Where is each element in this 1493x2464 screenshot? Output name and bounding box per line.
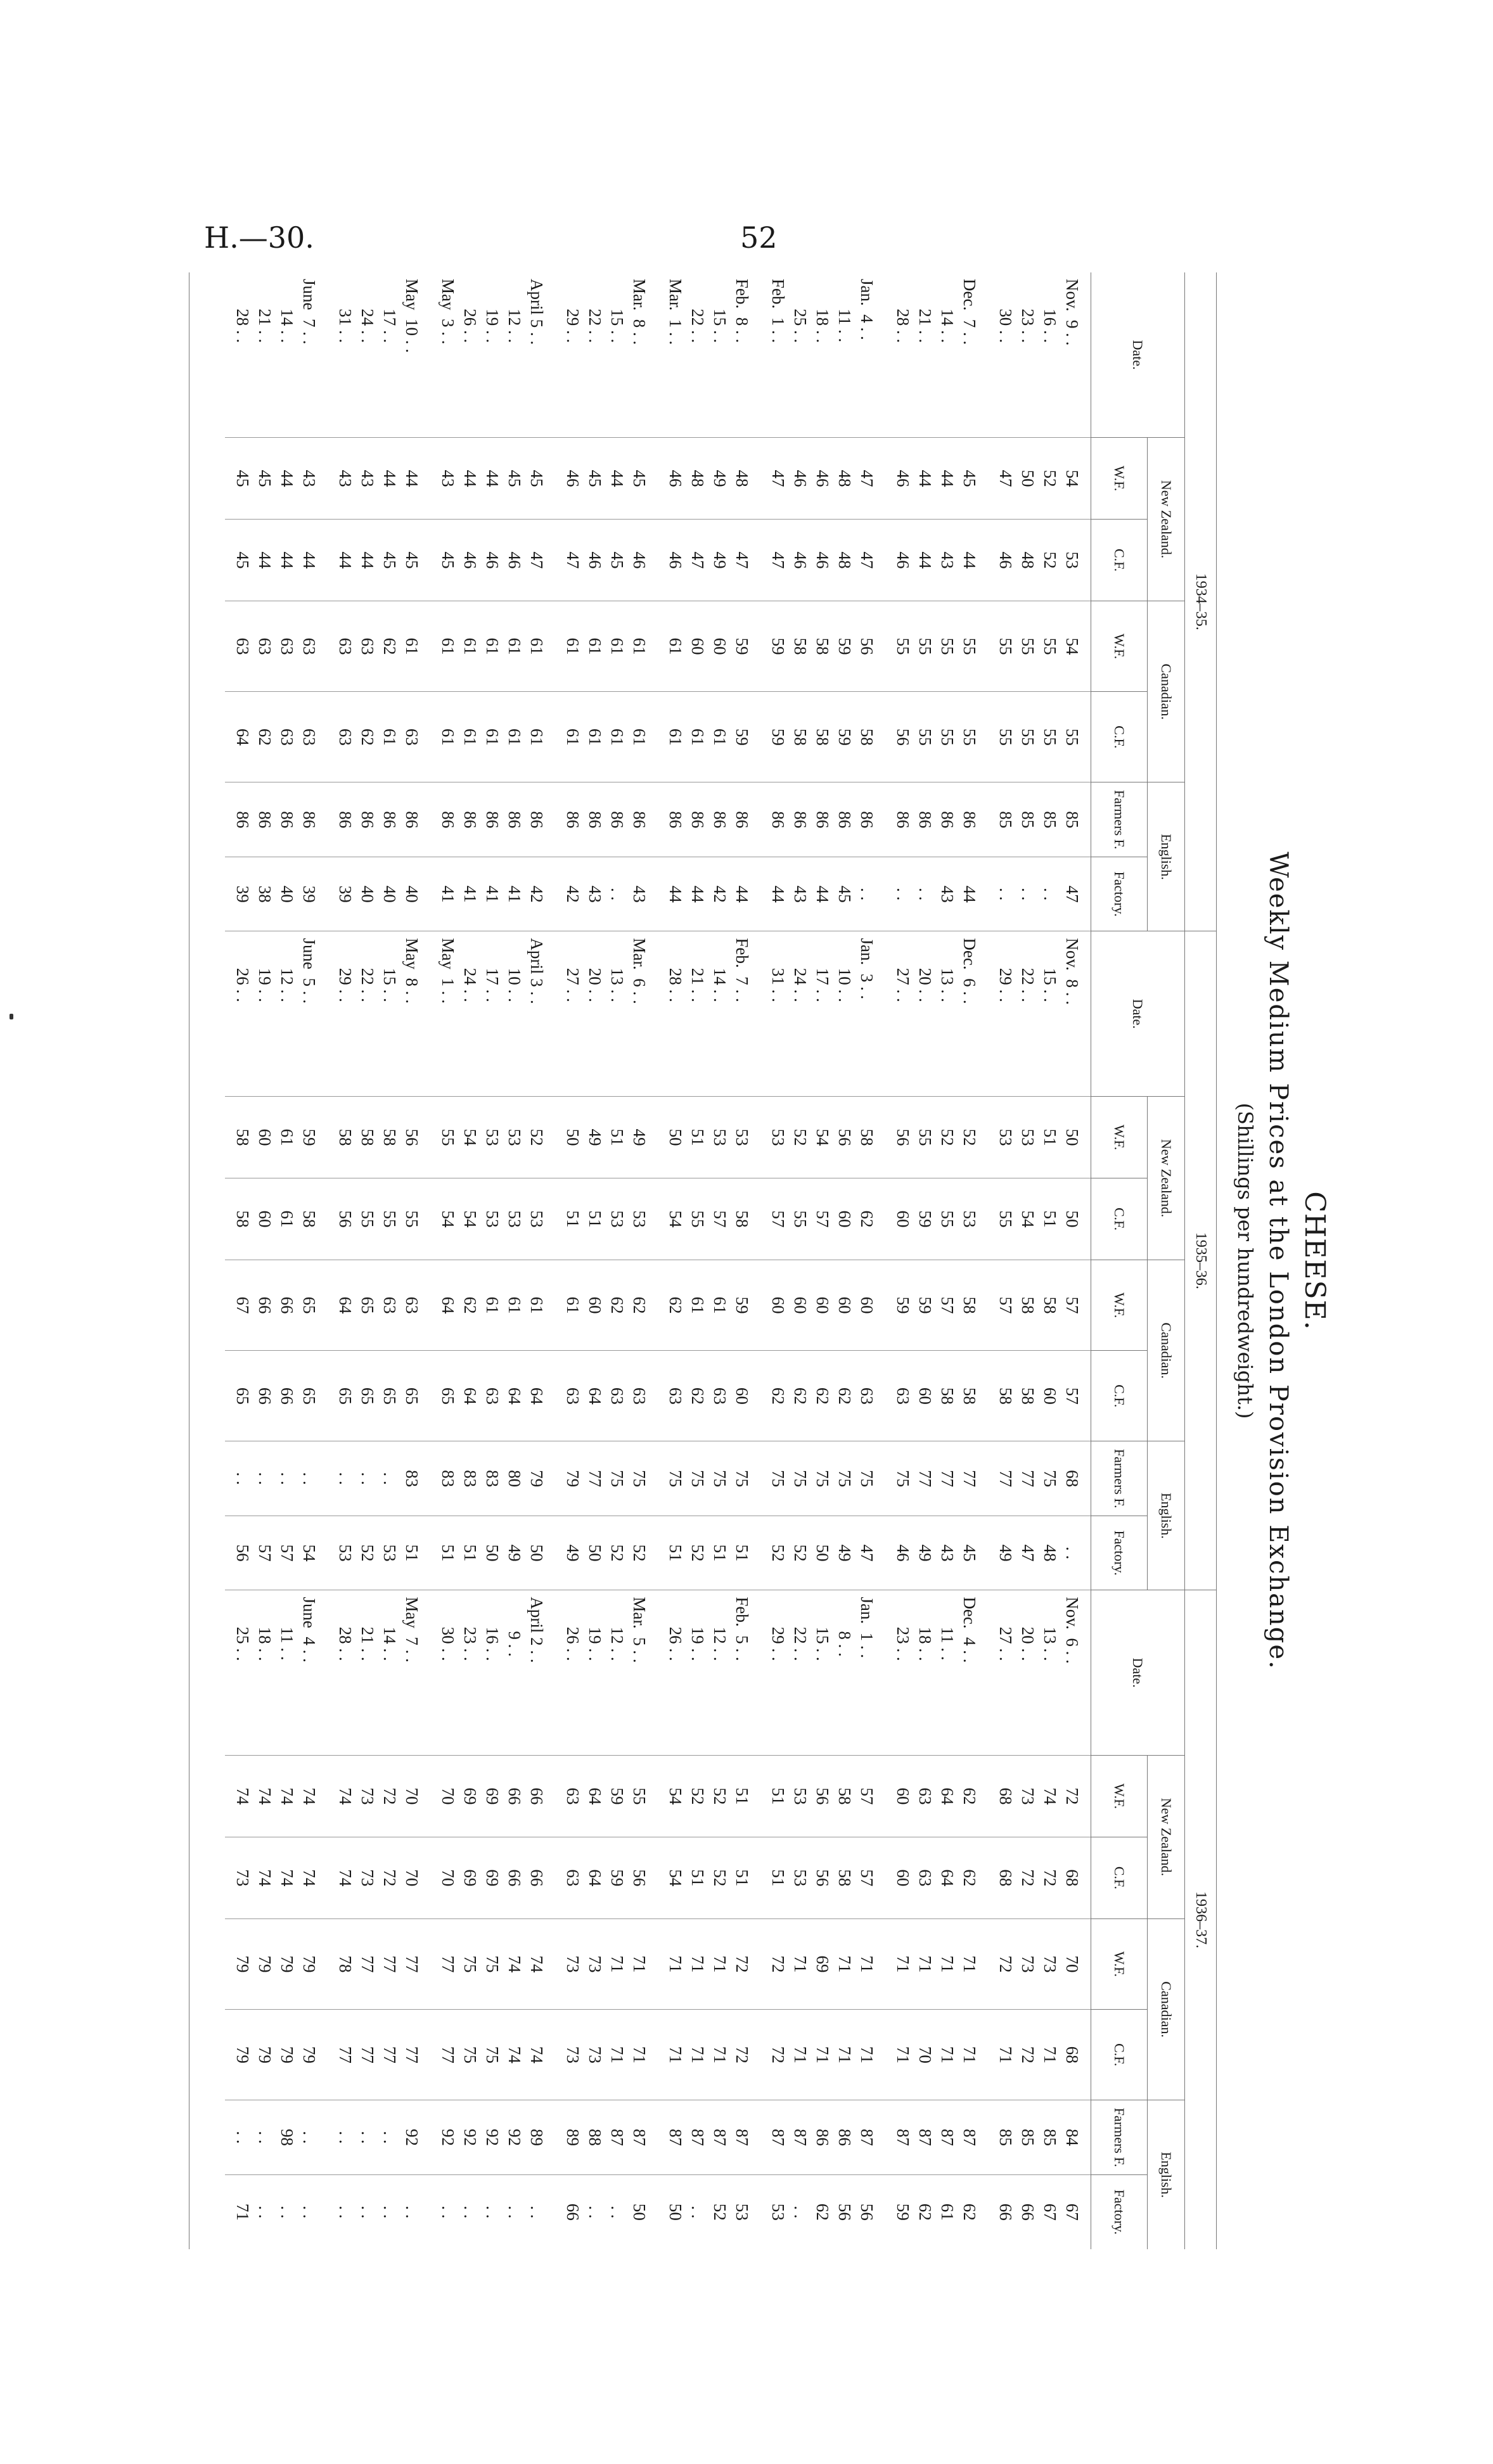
nz-header: New Zealand. <box>1148 1756 1185 1919</box>
price-cell: 53 52 48 46 <box>988 520 1091 601</box>
price-cell: 61 61 61 61 <box>555 601 658 692</box>
english-header: English. <box>1148 782 1185 931</box>
date-cell: Nov. 8 . . 15 . . 22 . . 29 . . <box>988 931 1091 1097</box>
price-cell: . . 48 47 49 <box>988 1516 1091 1590</box>
price-cell: 53 55 59 60 <box>885 1178 988 1260</box>
price-cell: 51 53 52 53 <box>328 1516 430 1590</box>
price-cell: 63 62 62 62 62 <box>760 1351 885 1441</box>
price-cell: 86 86 86 86 86 <box>760 782 885 857</box>
price-cell: 43 44 45 45 <box>225 438 328 520</box>
price-cell: 53 53 51 50 <box>658 1097 760 1178</box>
english-header: English. <box>1148 1441 1185 1590</box>
price-cell: 47 46 46 46 45 <box>430 520 555 601</box>
price-cell: 71 71 69 71 72 <box>760 1918 885 2009</box>
price-cell: 68 71 72 71 <box>988 2010 1091 2100</box>
price-cell: 58 61 60 58 <box>225 1178 328 1260</box>
canadian-header: Canadian. <box>1148 1260 1185 1441</box>
date-cell: Mar. 8 . . 15 . . 22 . . 29 . . <box>563 279 649 345</box>
price-cell: 47 49 50 52 52 <box>760 1516 885 1590</box>
nz-header: New Zealand. <box>1148 1097 1185 1260</box>
price-cell: 71 71 73 73 <box>555 2010 658 2100</box>
price-cell: 75 75 75 75 <box>658 1441 760 1516</box>
price-cell: 47 49 47 46 <box>658 520 760 601</box>
cf-header: C.F. <box>1091 692 1148 782</box>
price-cell: 50 51 54 55 <box>988 1178 1091 1260</box>
price-cell: 57 58 58 57 <box>988 1260 1091 1350</box>
date-cell: Nov. 9 . . 16 . . 23 . . 30 . . <box>996 279 1082 346</box>
price-cell: 86 86 86 86 86 <box>430 782 555 857</box>
price-cell: 63 61 62 63 <box>328 692 430 782</box>
price-cell: 44 43 . . . . <box>885 857 988 931</box>
price-cell: 43 . . 43 42 <box>555 857 658 931</box>
price-cell: 87 87 88 89 <box>555 2100 658 2174</box>
price-cell: 59 61 60 58 <box>225 1097 328 1178</box>
price-cell: 54 52 50 47 <box>988 438 1091 520</box>
page-reference: H.—30. <box>204 220 314 255</box>
price-cell: 45 43 49 46 <box>885 1516 988 1590</box>
price-cell: 74 74 75 75 77 <box>430 1918 555 2009</box>
date-cell: Mar. 5 . . 12 . . 19 . . 26 . . <box>555 1590 658 1756</box>
price-cell: 63 63 62 64 <box>225 692 328 782</box>
wf-header: W.F. <box>1091 601 1148 692</box>
date-cell: May 8 . . 15 . . 22 . . 29 . . <box>328 931 430 1097</box>
price-cell: 62 64 63 60 <box>885 1837 988 1918</box>
price-cell: 53 53 53 54 54 <box>430 1178 555 1260</box>
price-cell: 61 61 61 61 61 <box>430 601 555 692</box>
price-cell: 86 86 86 86 <box>328 782 430 857</box>
price-cell: 51 52 52 54 <box>658 1756 760 1837</box>
table-row <box>225 272 328 2249</box>
price-cell: 72 74 73 68 <box>988 1756 1091 1837</box>
date-cell: May 10 . . 17 . . 24 . . 31 . . <box>336 279 421 353</box>
price-cell: 50 49 50 51 51 <box>430 1516 555 1590</box>
price-cell: 56 59 58 58 59 <box>760 601 885 692</box>
price-cell: 87 87 87 87 <box>658 2100 760 2174</box>
price-cell: 92 . . . . . . <box>328 2100 430 2174</box>
price-cell: 52 53 53 54 55 <box>430 1097 555 1178</box>
factory-header: Factory. <box>1091 857 1148 931</box>
price-cell: 46 45 46 47 <box>555 520 658 601</box>
english-header: English. <box>1148 2100 1185 2249</box>
price-cell: 65 65 65 65 <box>328 1351 430 1441</box>
table-row <box>658 272 760 2249</box>
price-cell: 51 52 51 54 <box>658 1837 760 1918</box>
cf-header: C.F. <box>1091 1178 1148 1260</box>
price-cell: 72 71 71 71 <box>658 2010 760 2100</box>
price-cell: 55 55 55 55 <box>988 692 1091 782</box>
cf-header: C.F. <box>1091 1837 1148 1918</box>
price-cell: 86 86 86 86 <box>885 782 988 857</box>
table-body <box>225 272 1091 2249</box>
price-cell: 53 52 . . 50 <box>658 2174 760 2249</box>
price-cell: 71 71 70 71 <box>885 2010 988 2100</box>
wf-header: W.F. <box>1091 1918 1148 2009</box>
cf-header: C.F. <box>1091 2010 1148 2100</box>
price-cell: 79 79 79 79 <box>225 2010 328 2100</box>
price-cell: 71 71 71 71 72 <box>760 2010 885 2100</box>
price-cell: 74 74 75 75 77 <box>430 2010 555 2100</box>
table-unit-note: (Shillings per hundredweight.) <box>1233 1102 1257 1419</box>
factory-header: Factory. <box>1091 1516 1148 1590</box>
price-cell: 77 77 77 75 <box>885 1441 988 1516</box>
ink-speck <box>10 1014 13 1019</box>
price-cell: 71 71 73 73 <box>555 1918 658 2009</box>
price-cell: 53 53 51 51 <box>555 1178 658 1260</box>
price-cell: 61 61 61 61 61 <box>430 692 555 782</box>
price-cell: 85 85 85 85 <box>988 782 1091 857</box>
price-cell: 59 60 60 61 <box>658 601 760 692</box>
price-cell: 57 58 56 53 51 <box>760 1837 885 1918</box>
price-cell: 63 63 63 63 <box>225 601 328 692</box>
price-cell: 54 57 57 56 <box>225 1516 328 1590</box>
price-cell: 44 42 44 44 <box>658 857 760 931</box>
price-cell: . . . . . . 71 <box>225 2174 328 2249</box>
price-cell: 58 57 55 54 <box>658 1178 760 1260</box>
price-cell: 62 64 63 60 <box>885 1756 988 1837</box>
table-row <box>760 272 885 2249</box>
date-cell: April 3 . . 10 . . 17 . . 24 . . May 1 . . <box>430 931 555 1097</box>
cheese-price-table <box>225 272 1217 2249</box>
price-cell: 44 43 44 46 <box>885 520 988 601</box>
price-cell: 58 58 60 63 <box>885 1351 988 1441</box>
cf-header: C.F. <box>1091 520 1148 601</box>
rotated-table-block <box>190 272 1331 2249</box>
table-row <box>885 272 988 2249</box>
date-cell: June 4 . . 11 . . 18 . . 25 . . <box>225 1590 328 1756</box>
price-cell: 56 59 64 63 <box>555 1837 658 1918</box>
price-cell: 60 63 62 63 <box>658 1351 760 1441</box>
price-cell: 62 62 60 61 <box>555 1260 658 1350</box>
year-1935-36: 1935–36. <box>1185 931 1217 1590</box>
year-header-row <box>1185 272 1217 2249</box>
price-cell: 55 55 55 56 <box>885 692 988 782</box>
price-cell: . . . . . . . . <box>225 1441 328 1516</box>
page-number: 52 <box>740 220 778 255</box>
price-cell: 52 52 55 56 <box>885 1097 988 1178</box>
date-cell: Nov. 6 . . 13 . . 20 . . 27 . . <box>988 1590 1091 1756</box>
price-cell: 77 77 77 77 <box>328 2010 430 2100</box>
nz-header: New Zealand. <box>1148 438 1185 601</box>
price-cell: 74 74 74 73 <box>225 1837 328 1918</box>
price-cell: 66 66 69 69 70 <box>430 1756 555 1837</box>
table-subtitle: Weekly Medium Prices at the London Provision Exchange. <box>1264 852 1293 1670</box>
price-cell: 70 72 73 74 <box>328 1837 430 1918</box>
cf-header: C.F. <box>1091 1351 1148 1441</box>
price-cell: 42 41 41 41 41 <box>430 857 555 931</box>
date-cell: Jan. 3 . . 10 . . 17 . . 24 . . 31 . . <box>760 931 885 1097</box>
price-cell: 61 61 61 61 <box>555 692 658 782</box>
price-cell: 87 87 87 87 <box>885 2100 988 2174</box>
group-header-row <box>1148 272 1185 2249</box>
date-cell: Mar. 6 . . 13 . . 20 . . 27 . . <box>555 931 658 1097</box>
date-cell: April 2 . . 9 . . 16 . . 23 . . 30 . . <box>430 1590 555 1756</box>
price-cell: . . . . . . . . . . <box>430 2174 555 2249</box>
price-cell: 58 57 59 59 <box>885 1260 988 1350</box>
price-cell: 52 52 50 49 <box>555 1516 658 1590</box>
price-cell: 57 60 58 58 <box>988 1351 1091 1441</box>
price-cell: 77 77 77 78 <box>328 1918 430 2009</box>
price-cell: 86 86 86 86 <box>555 782 658 857</box>
price-cell: 45 45 44 44 <box>328 520 430 601</box>
wf-header: W.F. <box>1091 1756 1148 1837</box>
price-cell: 45 45 44 44 43 <box>430 438 555 520</box>
price-cell: 66 66 69 69 70 <box>430 1837 555 1918</box>
price-cell: 59 61 61 62 <box>658 1260 760 1350</box>
price-cell: . . 45 44 43 44 <box>760 857 885 931</box>
price-cell: 39 40 38 39 <box>225 857 328 931</box>
table-row <box>988 272 1091 2249</box>
price-cell: 72 71 71 71 <box>658 1918 760 2009</box>
price-cell: 61 62 63 63 <box>328 601 430 692</box>
price-cell: 63 63 64 63 <box>555 1351 658 1441</box>
year-1934-35: 1934–35. <box>1185 272 1217 931</box>
table-row <box>328 272 430 2249</box>
price-cell: 55 55 55 55 <box>885 601 988 692</box>
table-row <box>555 272 658 2249</box>
date-cell: April 5 . . 12 . . 19 . . 26 . . May 3 . . <box>439 279 546 345</box>
price-cell: 83 . . . . . . <box>328 1441 430 1516</box>
price-cell: 68 75 77 77 <box>988 1441 1091 1516</box>
price-cell: 40 40 40 39 <box>328 857 430 931</box>
farmers-header: Farmers F. <box>1091 782 1148 857</box>
date-cell: Jan. 4 . . 11 . . 18 . . 25 . . Feb. 1 . . <box>769 279 876 343</box>
date-cell: June 5 . . 12 . . 19 . . 26 . . <box>225 931 328 1097</box>
date-cell: Dec. 7 . . 14 . . 21 . . 28 . . <box>894 279 979 345</box>
price-cell: 62 60 57 55 57 <box>760 1178 885 1260</box>
year-1936-37: 1936–37. <box>1185 1590 1217 2249</box>
price-cell: 50 51 53 53 <box>988 1097 1091 1178</box>
price-cell: 51 51 52 51 <box>658 1516 760 1590</box>
date-header: Date. <box>1091 272 1185 438</box>
price-cell: 56 56 62 . . 53 <box>760 2174 885 2249</box>
date-header: Date. <box>1091 931 1185 1097</box>
table-title: CHEESE. <box>1298 1191 1331 1331</box>
price-cell: 56 58 58 58 <box>328 1097 430 1178</box>
farmers-header: Farmers F. <box>1091 2100 1148 2174</box>
price-cell: 58 56 54 52 53 <box>760 1097 885 1178</box>
price-cell: 71 71 71 71 <box>885 1918 988 2009</box>
price-cell: 65 66 66 67 <box>225 1260 328 1350</box>
canadian-header: Canadian. <box>1148 1918 1185 2100</box>
price-cell: 45 44 45 46 <box>555 438 658 520</box>
price-cell: 57 58 56 53 51 <box>760 1756 885 1837</box>
price-cell: 70 72 73 74 <box>328 1756 430 1837</box>
date-cell: Feb. 7 . . 14 . . 21 . . 28 . . <box>658 931 760 1097</box>
price-cell: 68 72 72 68 <box>988 1837 1091 1918</box>
price-cell: 75 75 75 75 75 <box>760 1441 885 1516</box>
price-cell: . . . . . . . . <box>328 2174 430 2249</box>
price-cell: 70 73 73 72 <box>988 1918 1091 2009</box>
price-cell: 47 48 46 46 47 <box>760 438 885 520</box>
price-cell: 75 75 77 79 <box>555 1441 658 1516</box>
date-cell: Dec. 4 . . 11 . . 18 . . 23 . . <box>885 1590 988 1756</box>
date-header: Date. <box>1091 1590 1185 1756</box>
price-cell: 60 60 60 60 60 <box>760 1260 885 1350</box>
price-cell: 50 . . . . 66 <box>555 2174 658 2249</box>
price-cell: 87 86 86 87 87 <box>760 2100 885 2174</box>
price-cell: 86 86 86 86 <box>225 782 328 857</box>
price-cell: 61 61 61 62 64 <box>430 1260 555 1350</box>
price-cell: 44 44 44 45 <box>225 520 328 601</box>
price-cell: 45 44 44 46 <box>885 438 988 520</box>
price-cell: 47 . . . . . . <box>988 857 1091 931</box>
price-cell: 44 44 43 43 <box>328 438 430 520</box>
price-cell: 67 67 66 66 <box>988 2174 1091 2249</box>
price-cell: 47 48 46 46 47 <box>760 520 885 601</box>
price-cell: 79 80 83 83 83 <box>430 1441 555 1516</box>
price-cell: 84 85 85 85 <box>988 2100 1091 2174</box>
factory-header: Factory. <box>1091 2174 1148 2249</box>
subheader-row <box>1091 272 1148 2249</box>
price-cell: 89 92 92 92 92 <box>430 2100 555 2174</box>
price-cell: 49 51 49 50 <box>555 1097 658 1178</box>
date-cell: June 7 . . 14 . . 21 . . 28 . . <box>233 279 319 345</box>
price-cell: 54 55 55 55 <box>988 601 1091 692</box>
date-cell: Feb. 8 . . 15 . . 22 . . Mar. 1 . . <box>666 279 752 345</box>
price-cell: 63 63 65 64 <box>328 1260 430 1350</box>
price-cell: 79 79 79 79 <box>225 1918 328 2009</box>
wf-header: W.F. <box>1091 1260 1148 1350</box>
price-cell: 55 55 55 56 <box>328 1178 430 1260</box>
price-cell: 86 86 86 86 <box>658 782 760 857</box>
price-cell: 48 49 48 46 <box>658 438 760 520</box>
price-cell: 64 64 63 64 65 <box>430 1351 555 1441</box>
date-cell: May 7 . . 14 . . 21 . . 28 . . <box>328 1590 430 1756</box>
table-row <box>430 272 555 2249</box>
date-cell: Jan. 1 . . 8 . . 15 . . 22 . . 29 . . <box>760 1590 885 1756</box>
price-cell: 62 61 62 59 <box>885 2174 988 2249</box>
farmers-header: Farmers F. <box>1091 1441 1148 1516</box>
price-cell: 55 59 64 63 <box>555 1756 658 1837</box>
price-cell: 74 74 74 74 <box>225 1756 328 1837</box>
canadian-header: Canadian. <box>1148 601 1185 782</box>
price-cell: 58 59 58 58 59 <box>760 692 885 782</box>
date-cell: Feb. 5 . . 12 . . 19 . . 26 . . <box>658 1590 760 1756</box>
price-cell: 59 61 61 61 <box>658 692 760 782</box>
wf-header: W.F. <box>1091 438 1148 520</box>
price-cell: . . 98 . . . . <box>225 2100 328 2174</box>
wf-header: W.F. <box>1091 1097 1148 1178</box>
price-cell: 65 66 66 65 <box>225 1351 328 1441</box>
date-cell: Dec. 6 . . 13 . . 20 . . 27 . . <box>885 931 988 1097</box>
